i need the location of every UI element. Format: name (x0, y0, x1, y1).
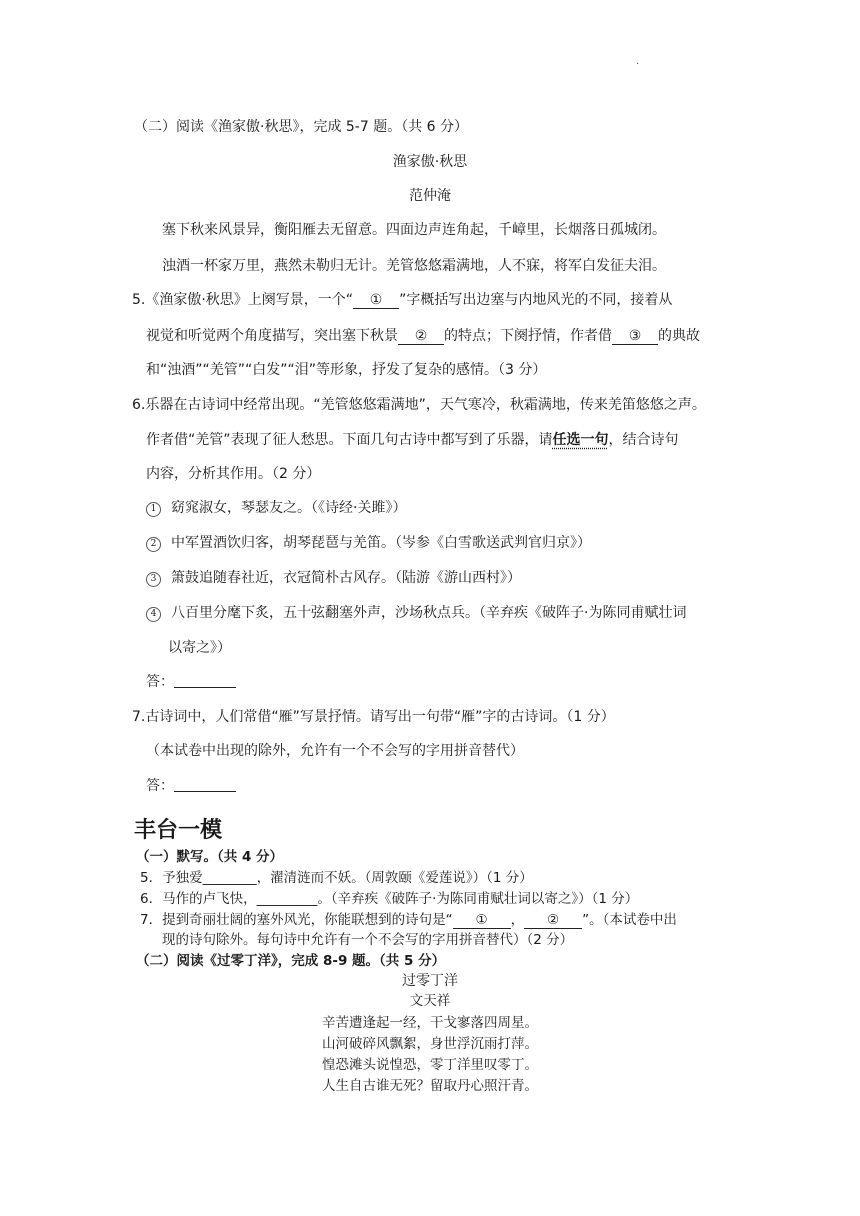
page-dot: . (636, 56, 640, 67)
fengtai-q6: 6．马作的卢飞快，_________。（辛弃疾《破阵子·为陈同甫赋壮词以寄之》）（1 分） (140, 891, 639, 907)
question-5-line-2 (146, 326, 700, 346)
emphasis-text: 任选一句 (552, 432, 609, 448)
answer-blank-3[interactable]: ③ (612, 328, 658, 345)
option-text: 八百里分麾下炙，五十弦翻塞外声，沙场秋点兵。（辛弃疾《破阵子·为陈同甫赋壮词 (171, 605, 687, 621)
answer-line-6 (146, 672, 236, 692)
question-text: ”。（本试卷中出 (582, 912, 677, 928)
question-5-line-1 (132, 290, 672, 310)
answer-line-7 (146, 776, 236, 796)
question-text: 《渔家傲·秋思》上阕写景，一个“ (145, 292, 354, 308)
answer-blank-q7-1[interactable]: ① (453, 912, 511, 929)
option-3 (146, 568, 521, 588)
question-text: ，结合诗句 (608, 432, 679, 448)
fengtai-q7-line-2: 现的诗句除外。每句诗中允许有一个不会写的字用拼音替代）（2 分） (162, 932, 574, 948)
option-text: 箫鼓追随春社近，衣冠简朴古风存。（陆游《游山西村》） (171, 570, 521, 586)
fengtai-section-1: （一）默写。（共 4 分） (136, 849, 284, 865)
option-text: 窈窕淑女，琴瑟友之。（《诗经·关雎》） (171, 500, 407, 516)
poem-title-2: 过零丁洋 (402, 973, 458, 989)
answer-blank-1[interactable]: ① (353, 292, 399, 309)
fengtai-section-2: （二）阅读《过零丁洋》，完成 8-9 题。（共 5 分） (136, 953, 446, 969)
fengtai-q7 (140, 910, 677, 930)
option-4 (146, 603, 686, 623)
poem-author: 范仲淹 (409, 188, 451, 204)
option-number-icon: 4 (146, 607, 161, 622)
option-4-continued: 以寄之》） (168, 640, 231, 656)
answer-label: 答： (146, 674, 174, 690)
question-text: 作者借“羌管”表现了征人愁思。下面几句古诗中都写到了乐器，请 (146, 432, 553, 448)
question-number: 6. (132, 397, 146, 413)
option-text: 中军置酒饮归客，胡琴琵琶与羌笛。（岑参《白雪歌送武判官归京》） (171, 535, 591, 551)
poem-line-1: 塞下秋来风景异，衡阳雁去无留意。四面边声连角起，千嶂里，长烟落日孤城闭。 (162, 222, 666, 238)
section-title-fengtai: 丰台一模 (134, 818, 223, 843)
question-text: 的典故 (658, 328, 700, 344)
question-5-line-3: 和“浊酒”“羌管”“白发”“泪”等形象，抒发了复杂的感情。（3 分） (146, 362, 547, 378)
poem-author-2: 文天祥 (409, 993, 451, 1009)
answer-field-7[interactable] (174, 777, 236, 792)
question-6-line-2 (146, 430, 679, 450)
poem2-line-2: 山河破碎风飘絮，身世浮沉雨打萍。 (322, 1036, 538, 1052)
answer-field-6[interactable] (174, 673, 236, 688)
answer-label: 答： (146, 778, 174, 794)
answer-blank-q7-2[interactable]: ② (524, 912, 582, 929)
question-text: ， (510, 912, 525, 928)
question-text: 古诗词中，人们常借“雁”写景抒情。请写出一句带“雁”字的古诗词。（1 分） (145, 709, 615, 725)
question-6-line-1 (132, 395, 706, 415)
fengtai-q5: 5．予独爱________，濯清涟而不妖。（周敦颐《爱莲说》）（1 分） (140, 870, 533, 886)
question-text: 视觉和听觉两个角度描写，突出塞下秋景 (146, 328, 398, 344)
poem-line-2: 浊酒一杯家万里，燕然未勒归无计。羌管悠悠霜满地，人不寐，将军白发征夫泪。 (162, 258, 666, 274)
option-1 (146, 498, 406, 518)
answer-blank-2[interactable]: ② (398, 328, 444, 345)
poem2-line-4: 人生自古谁无死？留取丹心照汗青。 (322, 1078, 538, 1094)
poem-title: 渔家傲·秋思 (392, 154, 468, 170)
question-text: 7．提到奇丽壮阔的塞外风光，你能联想到的诗句是“ (140, 912, 453, 928)
question-text: 乐器在古诗词中经常出现。“羌管悠悠霜满地”，天气寒冷，秋霜满地，传来羌笛悠悠之声。 (145, 397, 706, 413)
question-number: 7. (132, 709, 146, 725)
option-number-icon: 2 (146, 537, 161, 552)
option-number-icon: 1 (146, 502, 161, 517)
question-7-line-2: （本试卷中出现的除外，允许有一个不会写的字用拼音替代） (146, 743, 524, 759)
section-heading-2: （二）阅读《渔家傲·秋思》，完成 5-7 题。（共 6 分） (134, 119, 469, 135)
option-number-icon: 3 (146, 572, 161, 587)
question-text: 的特点；下阕抒情，作者借 (444, 328, 612, 344)
poem2-line-3: 惶恐滩头说惶恐，零丁洋里叹零丁。 (322, 1057, 538, 1073)
question-7-line-1 (132, 707, 615, 727)
question-6-line-3: 内容，分析其作用。（2 分） (146, 466, 321, 482)
poem2-line-1: 辛苦遭逢起一经，干戈寥落四周星。 (322, 1015, 538, 1031)
question-text: ”字概括写出边塞与内地风光的不同，接着从 (399, 292, 673, 308)
question-number: 5. (132, 292, 146, 308)
option-2 (146, 533, 591, 553)
